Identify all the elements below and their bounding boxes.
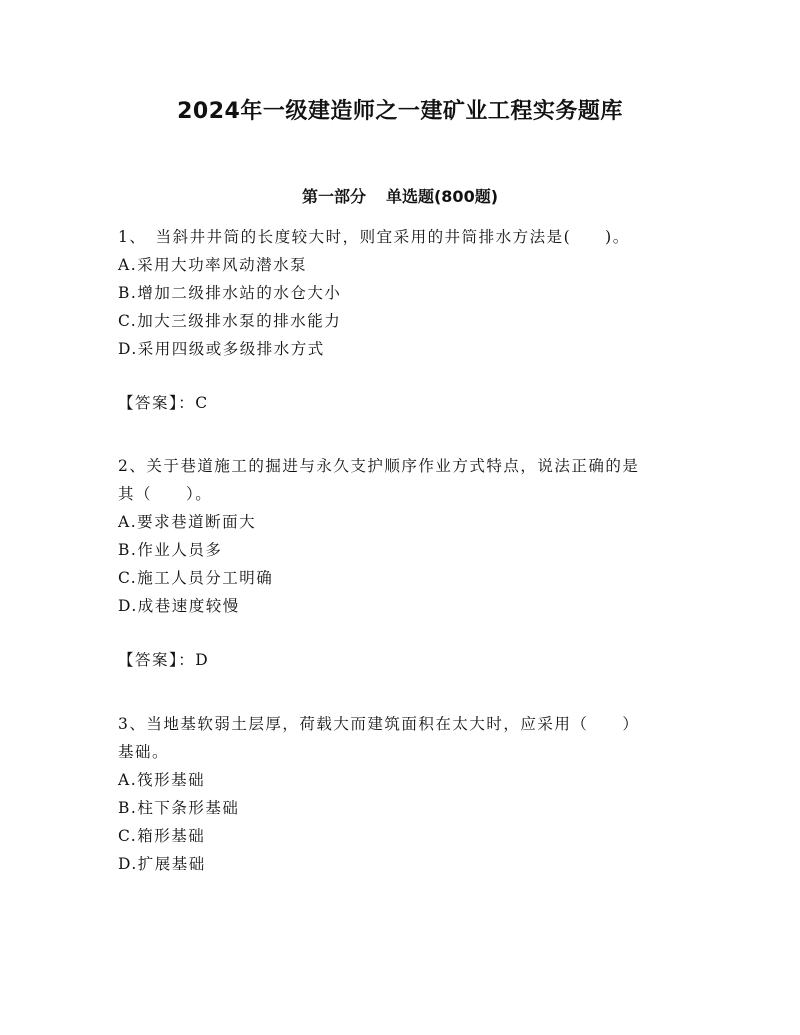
option-a: A.采用大功率风动潜水泵 — [118, 256, 308, 274]
question-stem-line-1: 2、关于巷道施工的掘进与永久支护顺序作业方式特点，说法正确的是 — [118, 457, 640, 475]
option-d: D.扩展基础 — [118, 855, 206, 873]
section-heading — [0, 184, 800, 207]
option-d: D.成巷速度较慢 — [118, 597, 240, 615]
question-stem: 1、 当斜井井筒的长度较大时，则宜采用的井筒排水方法是( )。 — [118, 228, 630, 246]
answer-label: 【答案】：C — [118, 394, 209, 412]
document-title: 2024年一级建造师之一建矿业工程实务题库 — [177, 99, 623, 124]
section-name: 单选题(800题) — [385, 187, 499, 206]
question-3 — [118, 710, 688, 878]
option-b: B.柱下条形基础 — [118, 799, 240, 817]
option-c: C.加大三级排水泵的排水能力 — [118, 312, 342, 330]
option-c: C.箱形基础 — [118, 827, 206, 845]
option-a: A.要求巷道断面大 — [118, 513, 257, 531]
option-b: B.作业人员多 — [118, 541, 223, 559]
section-part: 第一部分 — [301, 187, 366, 206]
option-c: C.施工人员分工明确 — [118, 569, 274, 587]
question-1 — [118, 223, 688, 417]
answer-label: 【答案】：D — [118, 651, 210, 669]
option-d: D.采用四级或多级排水方式 — [118, 340, 325, 358]
option-a: A.筏形基础 — [118, 771, 206, 789]
option-b: B.增加二级排水站的水仓大小 — [118, 284, 342, 302]
question-stem-line-1: 3、当地基软弱土层厚，荷载大而建筑面积在太大时，应采用（ ） — [118, 715, 640, 733]
question-stem-line-2: 其（ ）。 — [118, 485, 213, 503]
question-stem-line-2: 基础。 — [118, 743, 170, 761]
question-2 — [118, 452, 688, 674]
